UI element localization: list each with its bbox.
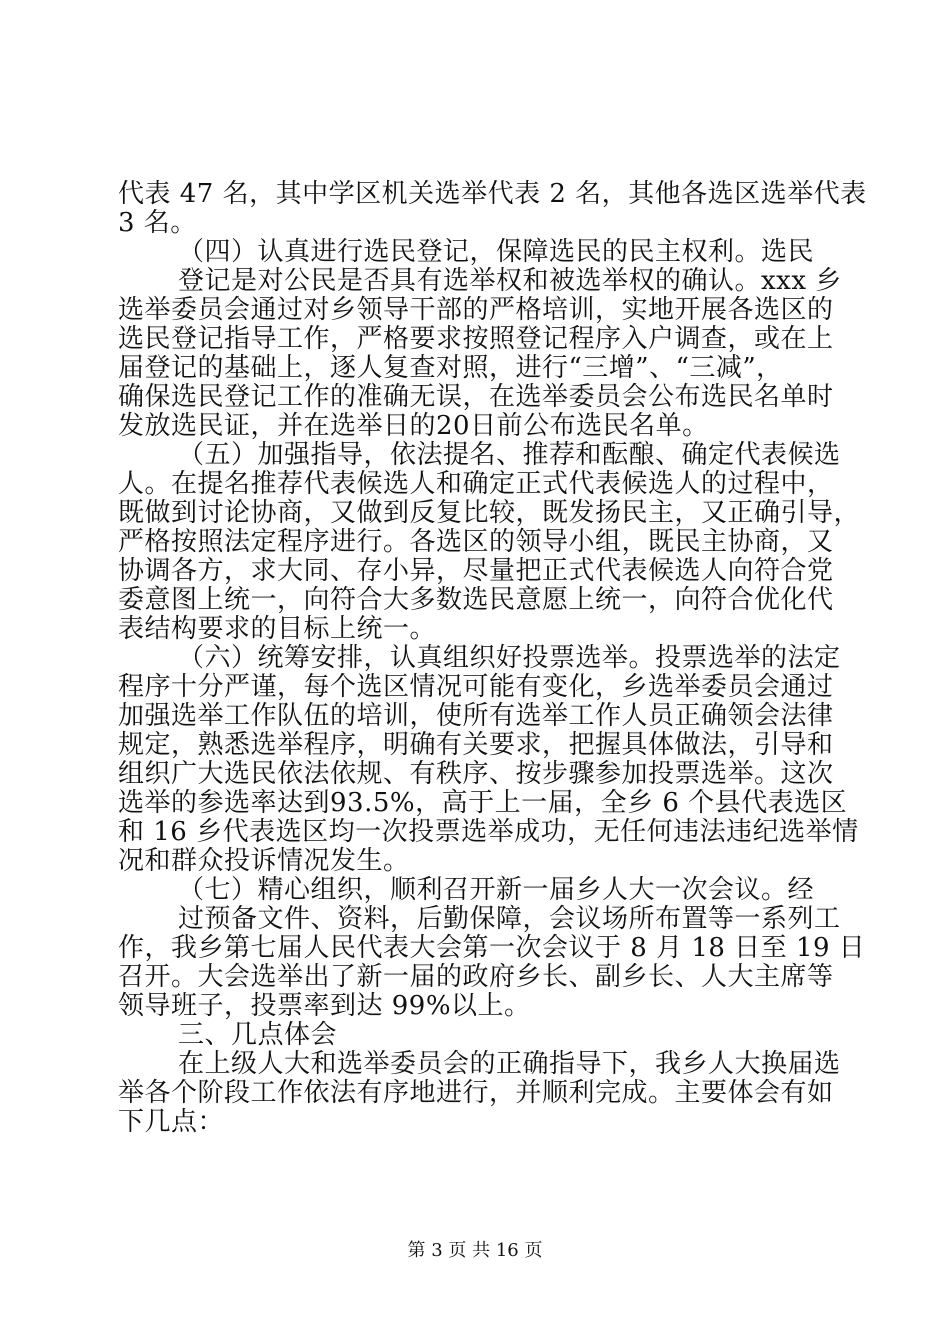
section-6-heading-line: （六）统筹安排，认真组织好投票选举。投票选举的法定 <box>178 643 841 673</box>
section-4-heading-line: （四）认真进行选民登记，保障选民的民主权利。选民 <box>178 237 815 267</box>
body-line-4: 登记是对公民是否具有选举权和被选举权的确认。xxx 乡 <box>178 266 842 296</box>
body-line-33: 下几点： <box>118 1107 225 1137</box>
body-line-7: 届登记的基础上，逐人复查对照，进行“三增”、“三减”， <box>118 353 783 383</box>
section-5-heading-line: （五）加强指导，依法提名、推荐和酝酿、确定代表候选 <box>178 440 841 470</box>
body-line-11: 人。在提名推荐代表候选人和确定正式代表候选人的过程中， <box>118 469 834 499</box>
body-line-16: 表结构要求的目标上统一。 <box>118 614 437 644</box>
body-line-5: 选举委员会通过对乡领导干部的严格培训，实地开展各选区的 <box>118 295 834 325</box>
body-line-24: 况和群众投诉情况发生。 <box>118 846 410 876</box>
body-line-27: 作，我乡第七届人民代表大会第一次会议于 8 月 18 日至 19 日 <box>118 933 866 963</box>
body-line-23: 和 16 乡代表选区均一次投票选举成功，无任何违法违纪选举情 <box>118 817 859 847</box>
body-line-19: 加强选举工作队伍的培训，使所有选举工作人员正确领会法律 <box>118 701 834 731</box>
body-line-22: 选举的参选率达到93.5%，高于上一届，全乡 6 个县代表选区 <box>118 788 848 818</box>
body-line-21: 组织广大选民依法依规、有秩序、按步骤参加投票选举。这次 <box>118 759 834 789</box>
body-line-32: 举各个阶段工作依法有序地进行，并顺利完成。主要体会有如 <box>118 1078 834 1108</box>
section-7-heading-line: （七）精心组织，顺利召开新一届乡人大一次会议。经 <box>178 875 815 905</box>
body-line-14: 协调各方，求大同、存小异，尽量把正式代表候选人向符合党 <box>118 556 834 586</box>
section-3-heading: 三、几点体会 <box>178 1020 338 1050</box>
body-line-18: 程序十分严谨，每个选区情况可能有变化，乡选举委员会通过 <box>118 672 834 702</box>
body-line-9: 发放选民证，并在选举日的20日前公布选民名单。 <box>118 411 709 441</box>
body-line-12: 既做到讨论协商，又做到反复比较，既发扬民主，又正确引导， <box>118 498 861 528</box>
body-line-29: 领导班子，投票率到达 99%以上。 <box>118 991 531 1021</box>
body-line-1: 代表 47 名，其中学区机关选举代表 2 名，其他各选区选举代表 <box>118 179 867 209</box>
body-line-26: 过预备文件、资料，后勤保障，会议场所布置等一系列工 <box>178 904 841 934</box>
body-line-6: 选民登记指导工作，严格要求按照登记程序入户调查，或在上 <box>118 324 834 354</box>
body-line-20: 规定，熟悉选举程序，明确有关要求，把握具体做法，引导和 <box>118 730 834 760</box>
body-line-2: 3 名。 <box>118 208 197 238</box>
body-line-28: 召开。大会选举出了新一届的政府乡长、副乡长、人大主席等 <box>118 962 834 992</box>
body-line-15: 委意图上统一，向符合大多数选民意愿上统一，向符合优化代 <box>118 585 834 615</box>
body-line-13: 严格按照法定程序进行。各选区的领导小组，既民主协商，又 <box>118 527 834 557</box>
body-line-31: 在上级人大和选举委员会的正确指导下，我乡人大换届选 <box>178 1049 841 1079</box>
page-number-footer: 第 3 页 共 16 页 <box>407 1240 543 1261</box>
body-line-8: 确保选民登记工作的准确无误，在选举委员会公布选民名单时 <box>118 382 834 412</box>
